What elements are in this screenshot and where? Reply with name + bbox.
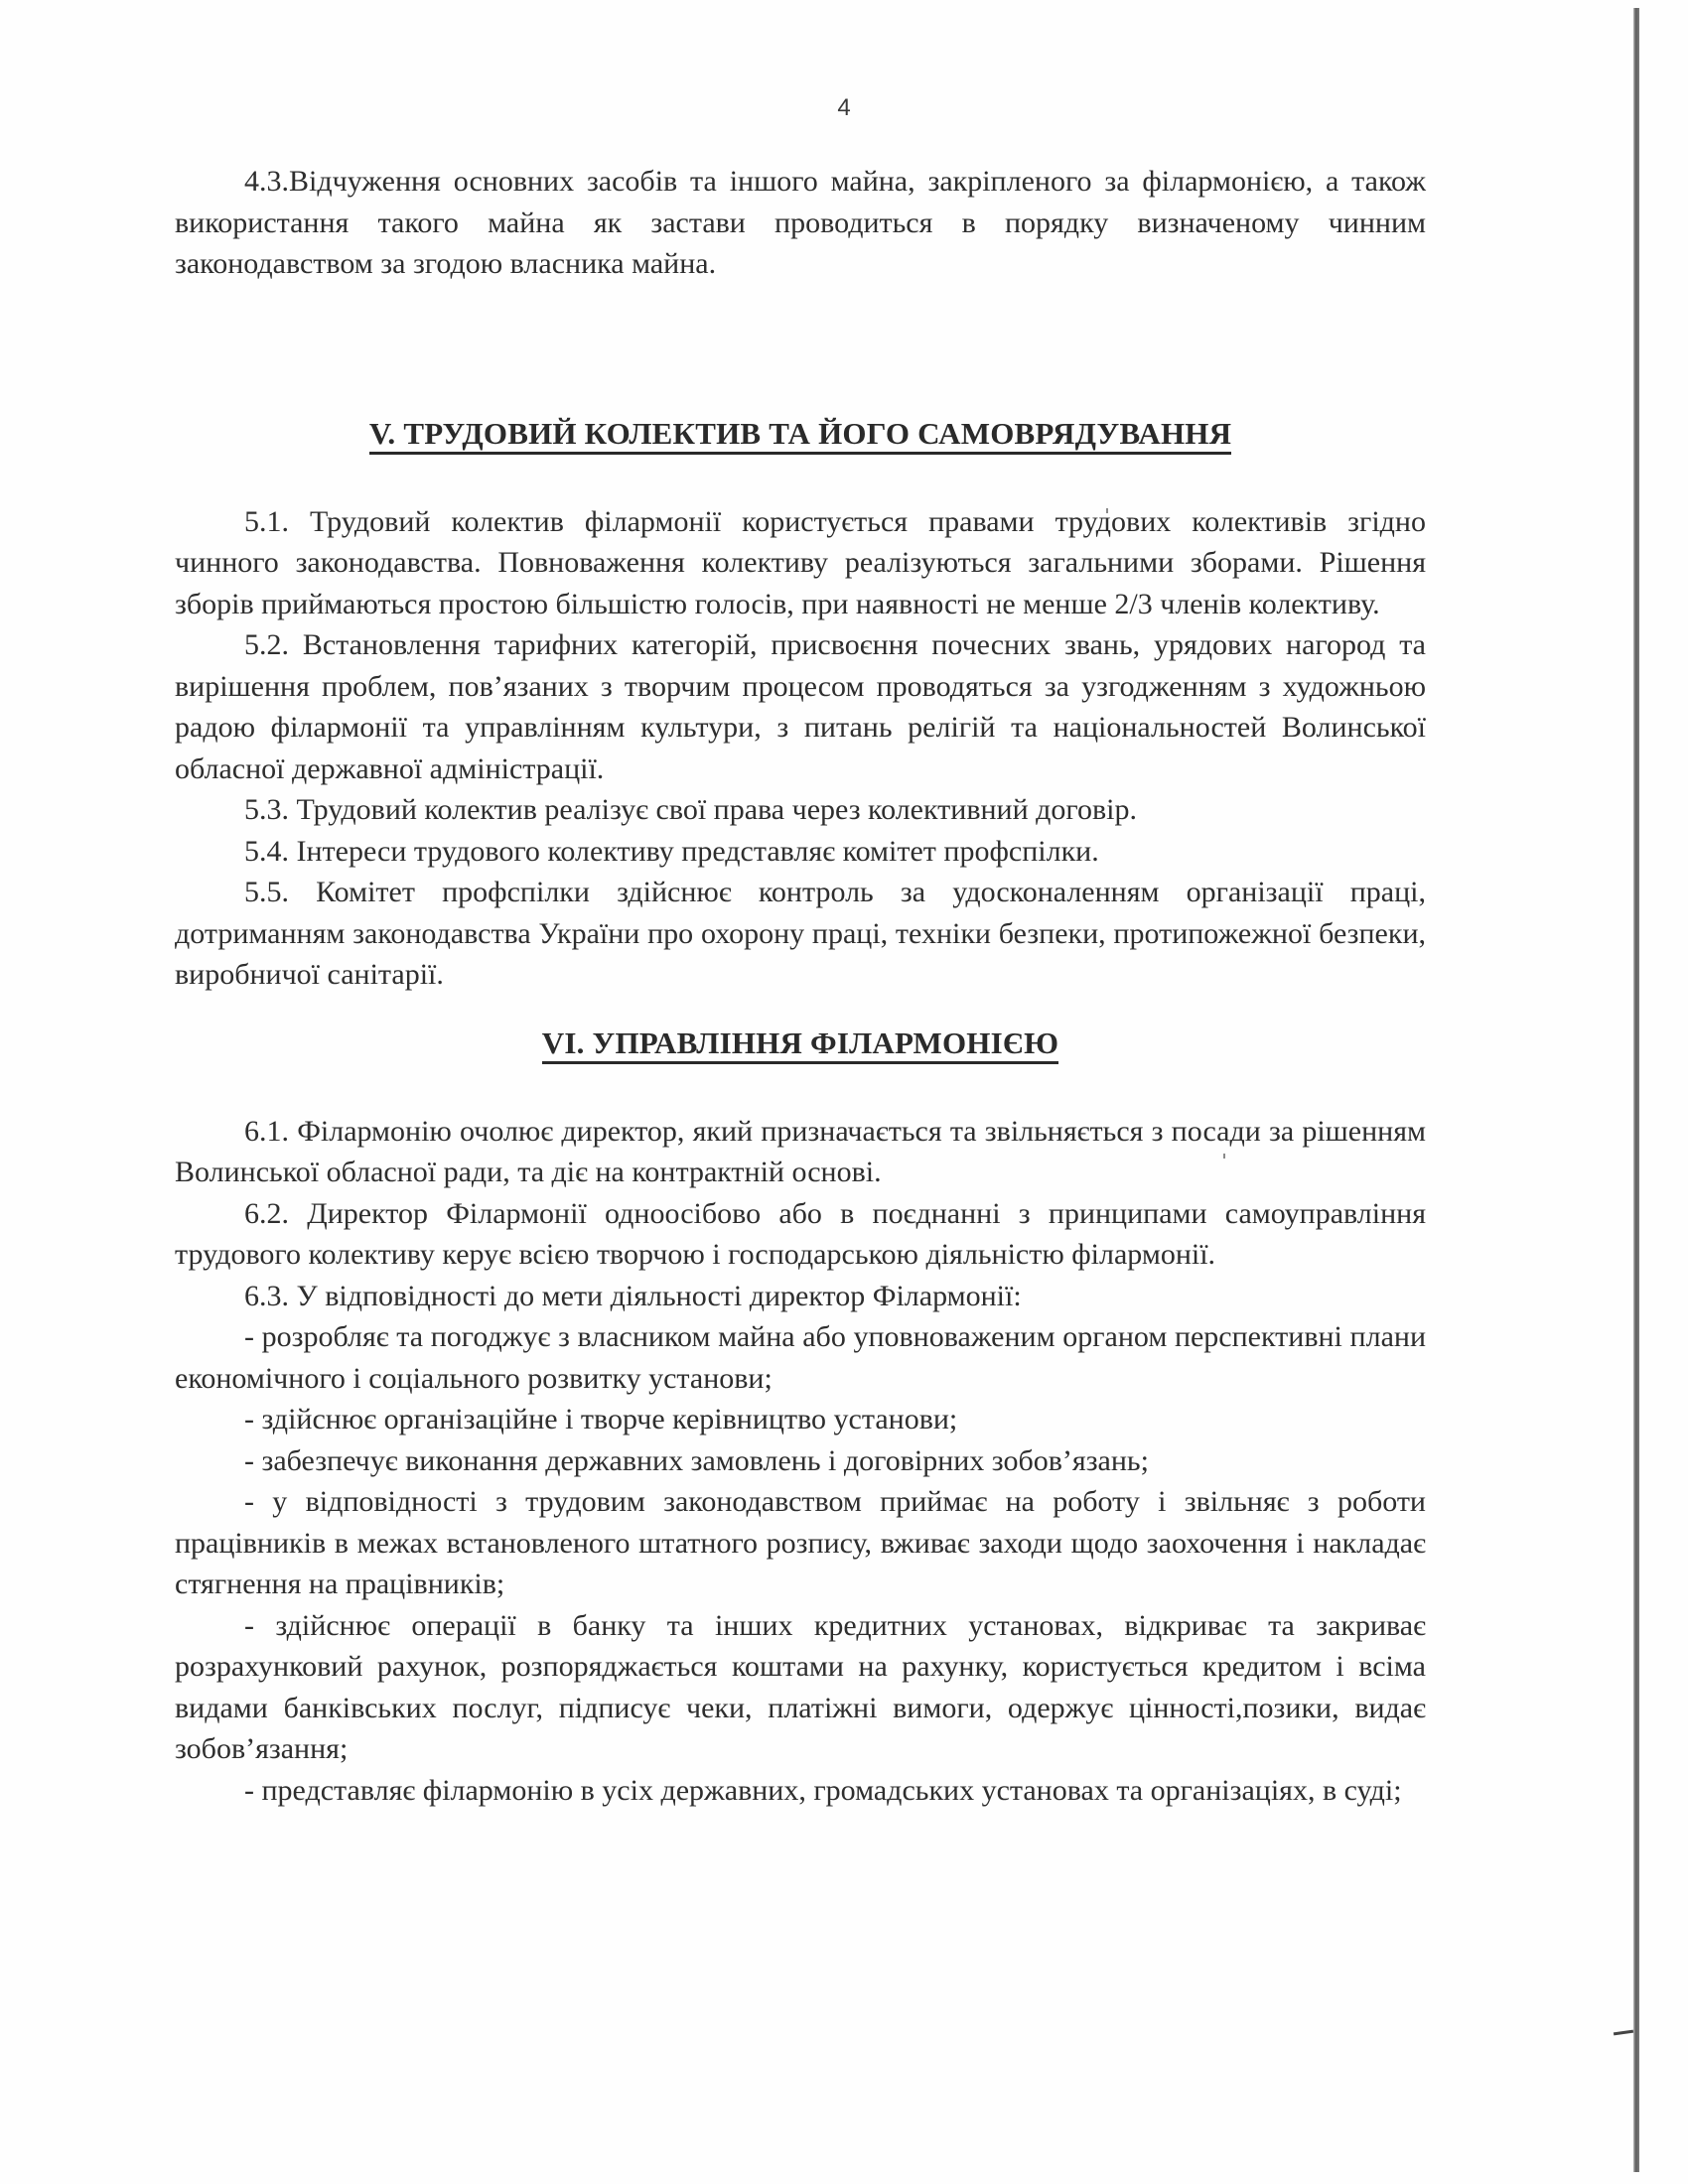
section-heading-vi bbox=[175, 1024, 1426, 1063]
list-item-director-duty: - забезпечує виконання державних замовлень і договірних зобов’язань; bbox=[244, 1443, 1149, 1477]
spacer bbox=[175, 454, 1426, 501]
paragraph-5-4: 5.4. Інтереси трудового колективу представляє комітет профспілки. bbox=[244, 834, 1099, 868]
section-heading-v-text: V. ТРУДОВИЙ КОЛЕКТИВ ТА ЙОГО САМОВРЯДУВАННЯ bbox=[369, 416, 1231, 455]
page-number: 4 bbox=[837, 94, 851, 121]
scan-mark bbox=[1614, 2030, 1633, 2036]
paragraph-6-3: 6.3. У відповідності до мети діяльності директор Філармонії: bbox=[244, 1279, 1022, 1312]
paragraph-5-5: 5.5. Комітет профспілки здійснює контроль за удосконаленням організації праці, дотриманням законодавства України про охорону праці, техніки безпеки, протипожежної безпеки, виробничої санітарії. bbox=[175, 876, 1426, 991]
section-heading-v bbox=[175, 414, 1426, 454]
list-item-director-duty: - розробляє та погоджує з власником майна або уповноваженим органом перспективні плани економічного і соціального розвитку установи; bbox=[175, 1320, 1426, 1395]
spacer bbox=[175, 1063, 1426, 1111]
paragraph-4-3: 4.3.Відчуження основних засобів та іншого майна, закріпленого за філармонією, а також використання такого майна як застави проводиться в порядку визначеному чинним законодавством за згодою власника майна. bbox=[175, 165, 1426, 280]
document-body bbox=[175, 161, 1426, 1811]
list-item-director-duty: - здійснює організаційне і творче керівництво установи; bbox=[244, 1403, 958, 1435]
spacer bbox=[175, 285, 1426, 414]
paragraph-6-2: 6.2. Директор Філармонії одноосібово або в поєднанні з принципами самоуправління трудового колективу керує всією творчою і господарською діяльністю філармонії. bbox=[175, 1196, 1426, 1271]
section-heading-vi-text: VI. УПРАВЛІННЯ ФІЛАРМОНІЄЮ bbox=[542, 1025, 1058, 1064]
spacer bbox=[175, 996, 1426, 1024]
list-item-director-duty: - здійснює операції в банку та інших кредитних установах, відкриває та закриває розрахунковий рахунок, розпоряджається коштами на рахунку, користується кредитом і всіма видами банківських послуг, підписує чеки, платіжні вимоги, одержує цінності,позики, видає зобов’язання; bbox=[175, 1608, 1426, 1765]
paragraph-6-1: 6.1. Філармонію очолює директор, який призначається та звільняється з посади за рішенням Волинської обласної ради, та діє на контрактній основі. bbox=[175, 1114, 1426, 1188]
paragraph-5-3: 5.3. Трудовий колектив реалізує свої права через колективний договір. bbox=[244, 793, 1137, 826]
list-item-director-duty: - у відповідності з трудовим законодавством приймає на роботу і звільняє з роботи працівників в межах встановленого штатного розпису, вживає заходи щодо заохочення і накладає стягнення на працівників; bbox=[175, 1485, 1426, 1600]
scan-edge-shadow bbox=[1633, 8, 1639, 2172]
list-item-director-duty: - представляє філармонію в усіх державних, громадських установах та організаціях, в суді; bbox=[244, 1773, 1402, 1807]
paragraph-5-1: 5.1. Трудовий колектив філармонії користується правами трудових колективів згідно чинного законодавства. Повноваження колективу реалізуються загальними зборами. Рішення зборів приймаються простою більшістю голосів, при наявності не менше 2/3 членів колективу. bbox=[175, 504, 1426, 620]
paragraph-5-2: 5.2. Встановлення тарифних категорій, присвоєння почесних звань, урядових нагород та вирішення проблем, пов’язаних з творчим процесом проводяться за узгодженням з художньою радою філармонії та управлінням культури, з питань релігій та національностей Волинської обласної державної адміністрації. bbox=[175, 628, 1426, 785]
